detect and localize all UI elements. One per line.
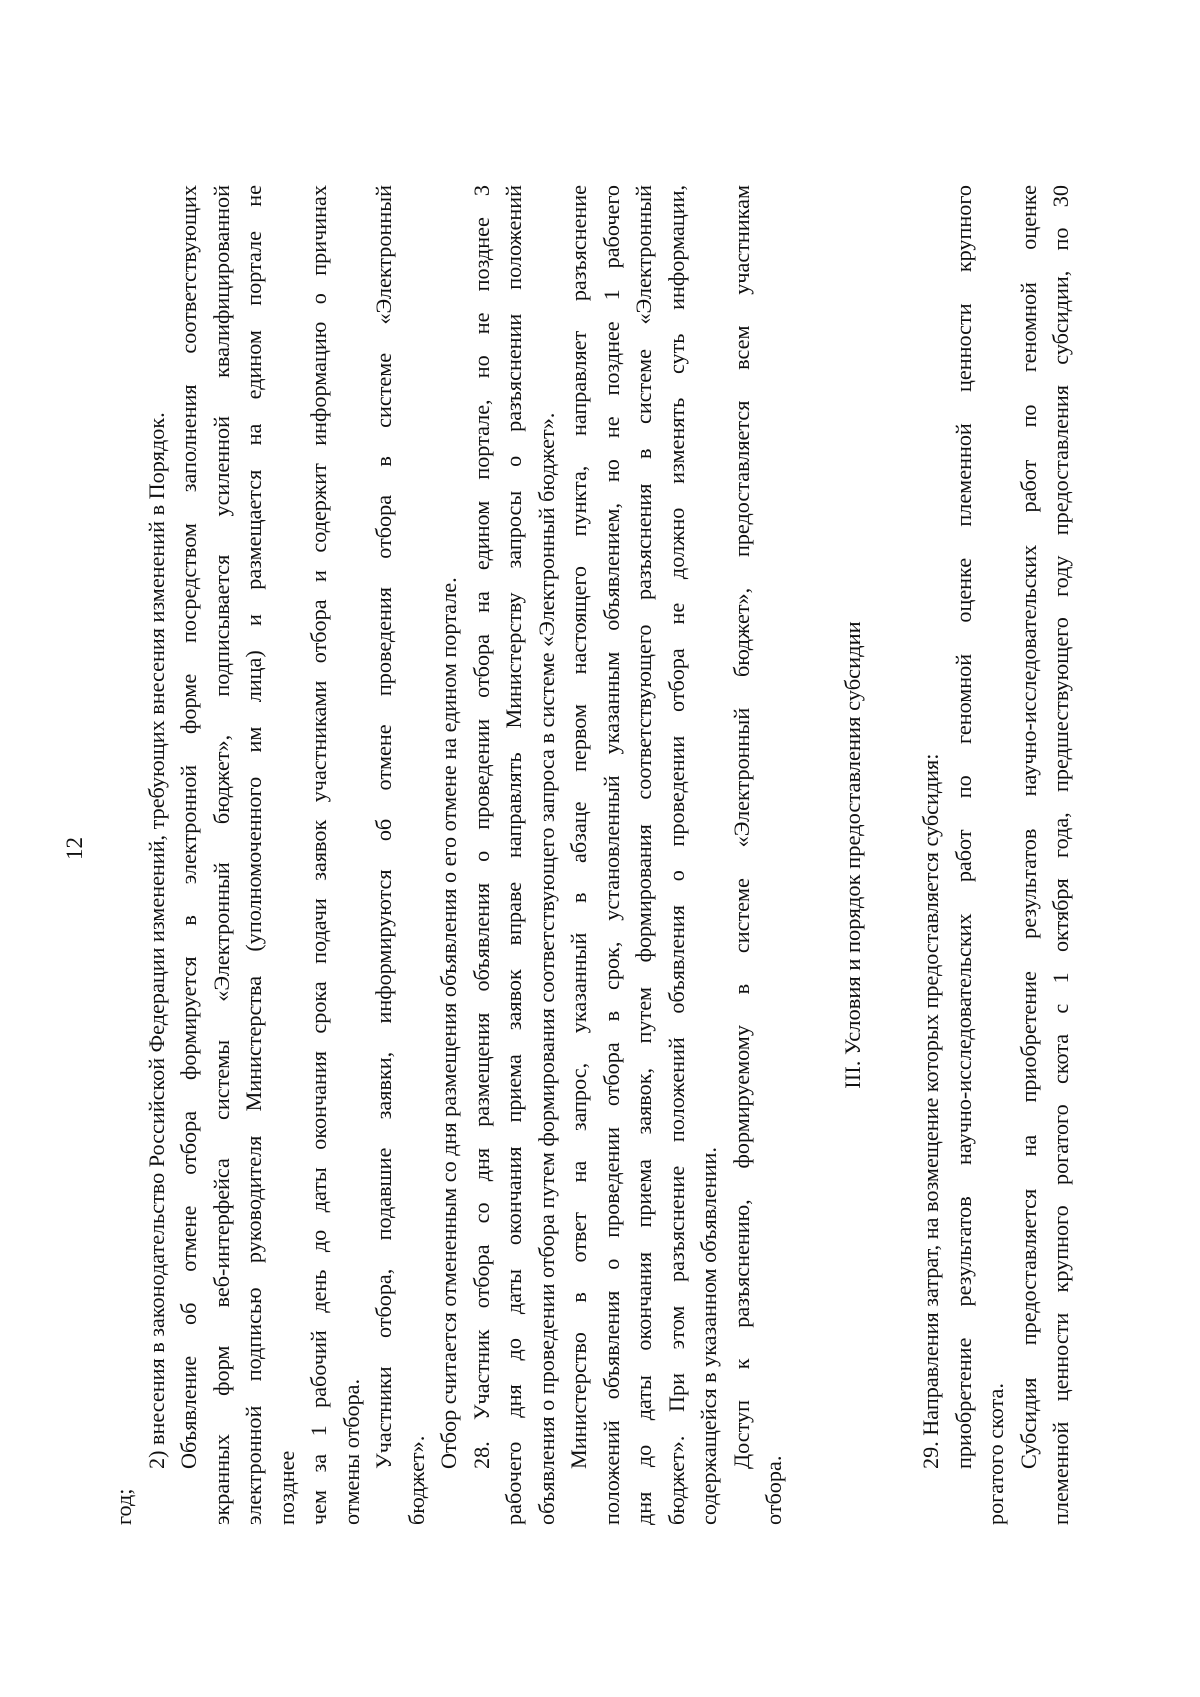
text-line: положений объявления о проведении отбора в срок, установленный указанным объявлением, но не позднее 1 рабочего [598,185,624,1525]
text-line: 29. Направления затрат, на возмещение которых предоставляется субсидия: [918,753,943,1469]
text-line: чем за 1 рабочий день до даты окончания срока подачи заявок участниками отбора и содержит информацию о причинах [306,185,331,1525]
section-gap [791,185,837,1525]
section-title: III. Условия и порядок предоставления субсидии [839,621,865,1089]
text-line: электронной подписью руководителя Министерства (уполномоченного им лица) и размещается на едином портале не [241,185,266,1525]
text-line: год; [111,1488,136,1525]
text-line: приобретение результатов научно-исследовательских работ по геномной оценке племенной ценности крупного [950,185,976,1469]
text-line: отмены отбора. [338,1378,364,1525]
page-number: 12 [62,837,87,860]
text-line: Министерство в ответ на запрос, указанный в абзаце первом настоящего пункта, направляет разъяснение [566,185,591,1469]
section-gap [869,185,915,1525]
text-line: объявления о проведении отбора путем формирования соответствующего запроса в системе «Электронный бюджет». [533,412,559,1525]
text-line: содержащейся в указанном объявлении. [696,1147,721,1525]
text-line: 28. Участник отбора со дня размещения объявления о проведении отбора на едином портале, но не позднее 3 [468,185,494,1469]
text-line: племенной ценности крупного рогатого скота с 1 октября года, предшествующего году предоставления субсидии, по 30 [1048,185,1073,1525]
text-line: бюджет». [403,1435,429,1525]
paragraph-block-selection-cancellation [108,185,791,1525]
text-line: Участники отбора, подавшие заявки, информируются об отмене проведения отбора в системе «Электронный [371,185,396,1469]
text-line: Отбор считается отмененным со дня размещения объявления о его отмене на едином портале. [436,577,461,1469]
text-line: дня до даты окончания приема заявок, путем формирования соответствующего разъяснения в системе «Электронный [631,185,656,1525]
text-line: Субсидия предоставляется на приобретение результатов научно-исследовательских работ по геномной оценке [1015,185,1041,1469]
paragraph-block-subsidy-conditions [915,185,1078,1525]
text-line: рабочего дня до даты окончания приема заявок вправе направлять Министерству запросы о разъяснении положений [501,185,526,1525]
text-line: рогатого скота. [983,1383,1008,1525]
text-line: экранных форм веб-интерфейса системы «Электронный бюджет», подписывается усиленной квалифицированной [208,185,234,1525]
document-body [108,185,1078,1525]
text-line: Доступ к разъяснению, формируемому в системе «Электронный бюджет», предоставляется всем участникам [728,185,754,1469]
text-line: Объявление об отмене отбора формируется в электронной форме посредством заполнения соответствующих [176,185,201,1469]
text-line: позднее [273,1450,299,1525]
text-line: бюджет». При этом разъяснение положений объявления о проведении отбора не должно изменять суть информации, [663,185,689,1525]
text-line: отбора. [761,1455,786,1525]
text-line: 2) внесения в законодательство Российской Федерации изменений, требующих внесения изменений в Порядок. [143,412,169,1469]
